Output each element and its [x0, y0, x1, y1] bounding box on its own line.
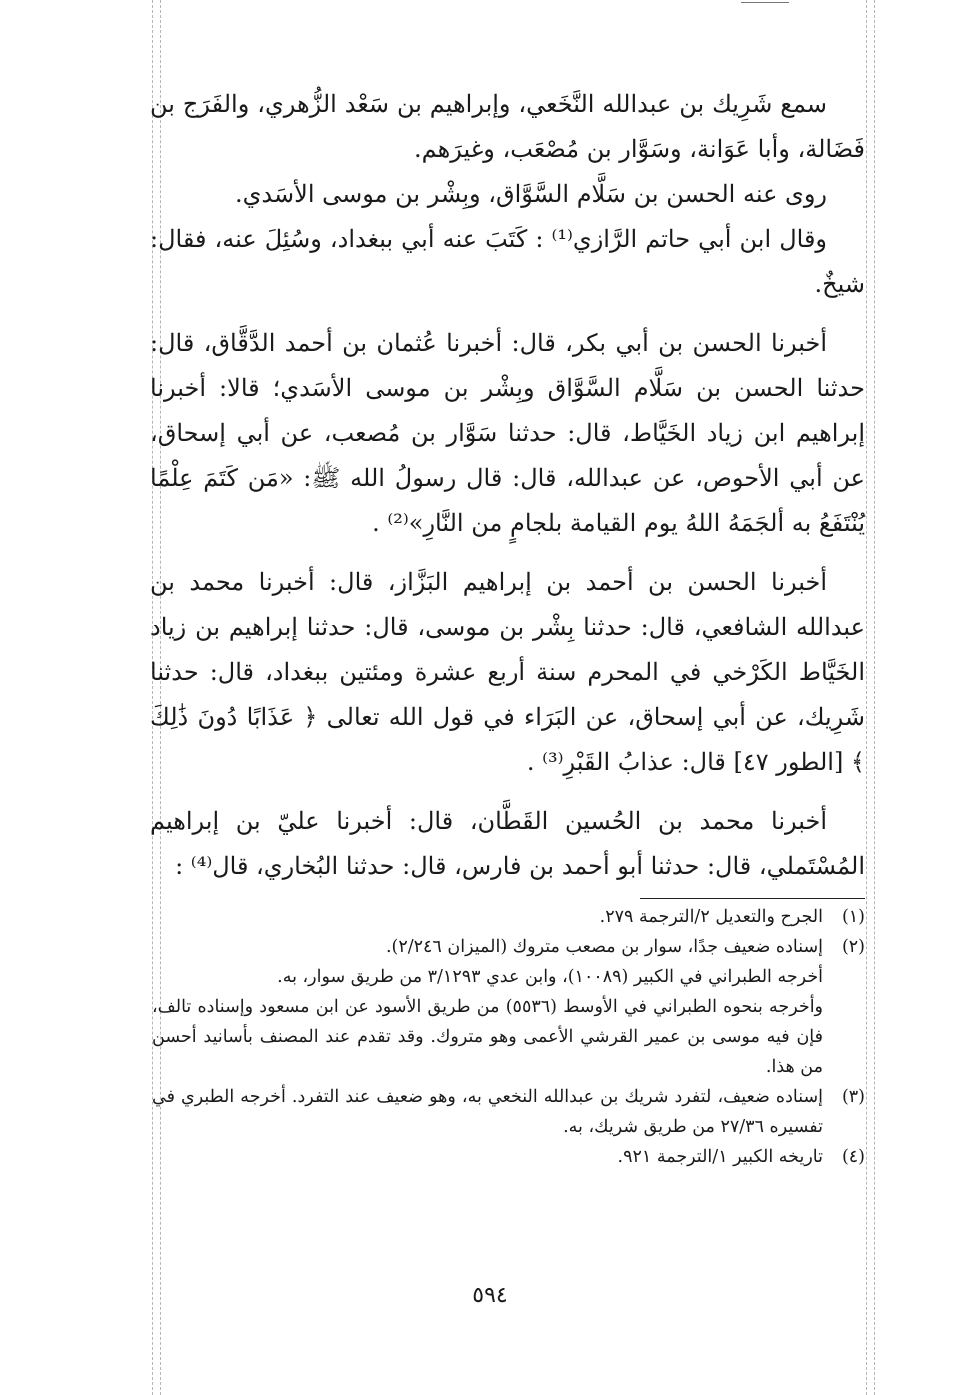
footnote-2-continuation [152, 962, 865, 1082]
top-mark [741, 2, 789, 3]
footnote-2-line-1: أخرجه الطبراني في الكبير (١٠٠٨٩)، وابن عدي ٣/١٢٩٣ من طريق سوار، به. [277, 967, 823, 987]
paragraph-2: روى عنه الحسن بن سَلَّام السَّوَّاق، وبِشْر بن موسى الأسَدي. [235, 180, 827, 208]
footnote-number: (٢) [841, 937, 865, 957]
paragraph-4: أخبرنا الحسن بن أبي بكر، قال: أخبرنا عُثمان بن أحمد الدَّقَّاق، قال: حدثنا الحسن بن سَلَّام السَّوَّاق وبِشْر بن موسى الأسَدي؛ قالا: أخبرنا إبراهيم ابن زياد الخَيَّاط، قال: حدثنا سَوَّار بن مُصعب، عن أبي إسحاق، عن أبي الأحوص، عن عبدالله، قال: قال رسولُ الله ﷺ: «مَن كَتَمَ عِلْمًا يُنْتَفَعُ به ألجَمَهُ اللهُ يوم القيامة بلجامٍ من النَّارِ»⁽²⁾ . [150, 329, 865, 537]
footnote-text: إسناده ضعيف جدًا، سوار بن مصعب متروك (الميزان ٢/٢٤٦). [385, 937, 823, 957]
footnote-2 [152, 932, 865, 962]
footnote-text: إسناده ضعيف، لتفرد شريك بن عبدالله النخعي به، وهو ضعيف عند التفرد. أخرجه الطبري في تفسيره ٢٧/٣٦ من طريق شريك، به. [152, 1087, 823, 1137]
page-number: ٥٩٤ [472, 1283, 508, 1308]
footnote-number: (١) [841, 907, 865, 927]
footnote-number: (٣) [841, 1087, 865, 1107]
footnote-text: تاريخه الكبير ١/الترجمة ٩٢١. [617, 1147, 823, 1167]
margin-guide-right [866, 0, 867, 1395]
footnote-2-line-2: وأخرجه بنحوه الطبراني في الأوسط (٥٥٣٦) من طريق الأسود عن ابن مسعود وإسناده تالف، فإن فيه موسى بن عمير القرشي الأعمى وهو متروك. وقد تقدم عند المصنف بأسانيد أحسن من هذا. [152, 997, 824, 1077]
footnote-4 [152, 1142, 865, 1172]
footnote-3 [152, 1082, 865, 1142]
paragraph-5: أخبرنا الحسن بن أحمد بن إبراهيم البَزَّاز، قال: أخبرنا محمد بن عبدالله الشافعي، قال: حدثنا بِشْر بن موسى، قال: حدثنا إبراهيم بن زياد الخَيَّاط الكَرْخي في المحرم سنة أربع عشرة ومئتين ببغداد، قال: حدثنا شَرِيك، عن أبي إسحاق، عن البَرَاء في قول الله تعالى ﴿ عَذَابًا دُونَ ذَٰلِكَ ﴾ [الطور ٤٧] قال: عذابُ القَبْرِ⁽³⁾ . [150, 568, 865, 776]
paragraph-6: أخبرنا محمد بن الحُسين القَطَّان، قال: أخبرنا عليّ بن إبراهيم المُسْتَملي، قال: حدثنا أبو أحمد بن فارس، قال: حدثنا البُخاري، قال⁽⁴⁾ : [150, 807, 865, 880]
main-text [150, 82, 865, 889]
footnote-text: الجرح والتعديل ٢/الترجمة ٢٧٩. [599, 907, 823, 927]
footnotes [152, 902, 865, 1172]
paragraph-1: سمع شَرِيك بن عبدالله النَّخَعي، وإبراهيم بن سَعْد الزُّهري، والفَرَج بن فَضَالة، وأبا عَوَانة، وسَوَّار بن مُصْعَب، وغيرَهم. [150, 90, 865, 163]
footnote-separator [640, 898, 865, 899]
margin-guide-right-inner [874, 0, 875, 1395]
paragraph-3: وقال ابن أبي حاتم الرَّازي⁽¹⁾ : كَتَبَ عنه أبي ببغداد، وسُئِلَ عنه، فقال: شيخٌ. [150, 225, 865, 298]
footnote-number: (٤) [841, 1147, 865, 1167]
footnote-1 [152, 902, 865, 932]
